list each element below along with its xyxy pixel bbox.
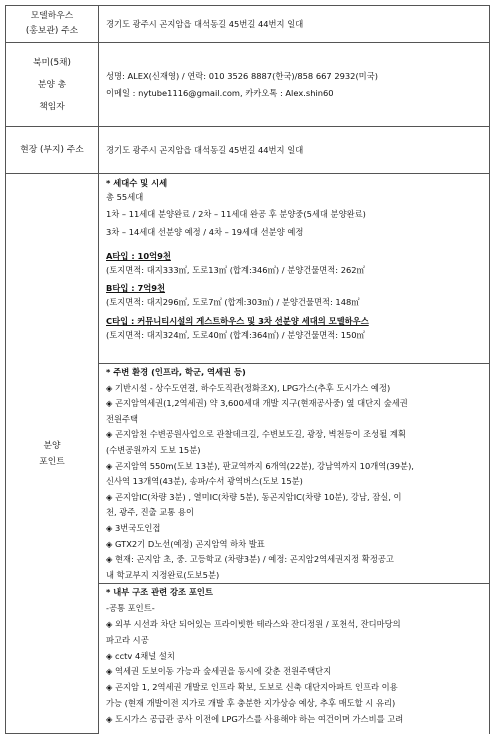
environment-line: 신사역 13개역(43분), 송파/수서 광역버스(도보 15분) [106, 476, 303, 487]
structure-line: -공통 포인트- [106, 603, 155, 614]
environment-line: ◈ 곤지암천 수변공원사업으로 관찰데크길, 수변보도길, 광장, 벽천등이 조성될 계획 [106, 429, 406, 440]
environment-heading: * 주변 환경 (인프라, 학군, 역세권 등) [106, 367, 246, 377]
structure-line: ◈ 도시가스 공급관 공사 이전에 LPG가스를 사용해야 하는 여건이며 가스비를 고려 [106, 713, 404, 724]
structure-heading: * 내부 구조 관련 강조 포인트 [106, 587, 213, 598]
type-c-detail: (토지면적: 대지324㎡, 도로40㎡ (합계:364㎡) / 분양건물면적: 150㎡ [106, 329, 365, 340]
units-phase-1-2: 1차 – 11세대 분양완료 / 2차 – 11세대 완공 후 분양중(5세대 분양완료) [106, 209, 366, 220]
environment-line: 내 학교부지 지정완료(도보5분) [106, 569, 220, 580]
environment-line: 천, 광주, 진출 교통 용이 [106, 507, 194, 518]
structure-line: 가능 (현재 개발이전 지가로 개발 후 충분한 지가상승 예상, 추후 매도할 시 유리) [106, 697, 396, 708]
type-b-detail: (토지면적: 대지296㎡, 도로7㎡ (합계:303㎡) / 분양건물면적: 148㎡ [106, 297, 360, 308]
structure-line: ◈ cctv 4채널 설치 [106, 650, 175, 661]
manager-contact [99, 43, 490, 127]
structure-list [106, 601, 484, 727]
type-b-title: B타입 : 7억9천 [106, 283, 166, 294]
structure-line: 파고라 시공 [106, 634, 149, 645]
units-heading: * 세대수 및 시세 [106, 178, 168, 188]
manager-email-kakao: 이메일 : nytube1116@gmail.com, 카카오톡 : Alex.shin60 [106, 87, 334, 98]
address-row [6, 6, 490, 43]
structure-line: ◈ 역세권 도보이동 가능과 숲세권을 동시에 갖춘 전원주택단지 [106, 666, 332, 677]
structure-line: ◈ 외부 시선과 차단 되어있는 프라이빗한 테라스와 잔디정원 / 포천석, 잔디마당의 [106, 618, 401, 629]
environment-line: ◈ 곤지암IC(차량 3분) , 열미IC(차량 5분), 동곤지암IC(차량 10분), 강남, 잠실, 이 [106, 491, 402, 502]
type-a-title: A타입 : 10억9천 [106, 250, 171, 261]
units-row [6, 174, 490, 364]
units-section [99, 174, 490, 364]
environment-line: ◈ 곤지암역세권(1,2역세권) 약 3,600세대 개발 지구(현재공사중) 옆 대단지 숲세권 [106, 398, 408, 409]
site-label: 현장 (부지) 주소 [6, 127, 99, 174]
environment-line: ◈ 3번국도인접 [106, 522, 161, 533]
type-a-detail: (토지면적: 대지333㎡, 도로13㎡ (합계:346㎡) / 분양건물면적: 262㎡ [106, 265, 365, 276]
site-row [6, 127, 490, 174]
environment-line: ◈ 기반시설 - 상수도연결, 하수도직관(정화조X), LPG가스(추후 도시가스 예정) [106, 382, 391, 393]
environment-line: ◈ GTX2기 D노선(예정) 곤지암역 하차 발표 [106, 538, 265, 549]
address-label: 모델하우스 (홍보관) 주소 [6, 6, 99, 43]
environment-line: ◈ 곤지암역 550m(도보 13분), 판교역까지 6개역(22분), 강남역까지 10개역(39분), [106, 460, 414, 471]
units-total: 총 55세대 [106, 192, 144, 203]
manager-name-phone: 성명: ALEX(신재영) / 연락: 010 3526 8887(한국)/858 667 2932(미국) [106, 70, 378, 81]
type-c-title: C타입 : 커뮤니티시설의 게스트하우스 및 3차 선분양 세대의 모델하우스 [106, 315, 369, 326]
address-value: 경기도 광주시 곤지암읍 대석동길 45번길 44번지 일대 [99, 6, 490, 43]
environment-section [99, 364, 490, 584]
property-info-table [5, 5, 490, 734]
manager-label: 북미(5채) 분양 총 책임자 [6, 43, 99, 127]
structure-section [99, 584, 490, 734]
environment-line: (수변공원까지 도보 15분) [106, 444, 201, 455]
sales-points-label: 분양 포인트 [6, 174, 99, 734]
site-value: 경기도 광주시 곤지암읍 대석동길 45번길 44번지 일대 [99, 127, 490, 174]
manager-row [6, 43, 490, 127]
units-phase-3-4: 3차 – 14세대 선분양 예정 / 4차 – 19세대 선분양 예정 [106, 226, 304, 237]
environment-list [106, 381, 484, 584]
environment-line: 전원주택 [106, 413, 139, 424]
environment-line: ◈ 현재: 곤지암 초, 중. 고등학교 (차량3분) / 예정: 곤지암2역세권지정 확정공고 [106, 554, 394, 565]
structure-line: ◈ 곤지암 1, 2역세권 개발로 인프라 확보, 도보로 신축 대단지아파트 인프라 이용 [106, 682, 398, 693]
